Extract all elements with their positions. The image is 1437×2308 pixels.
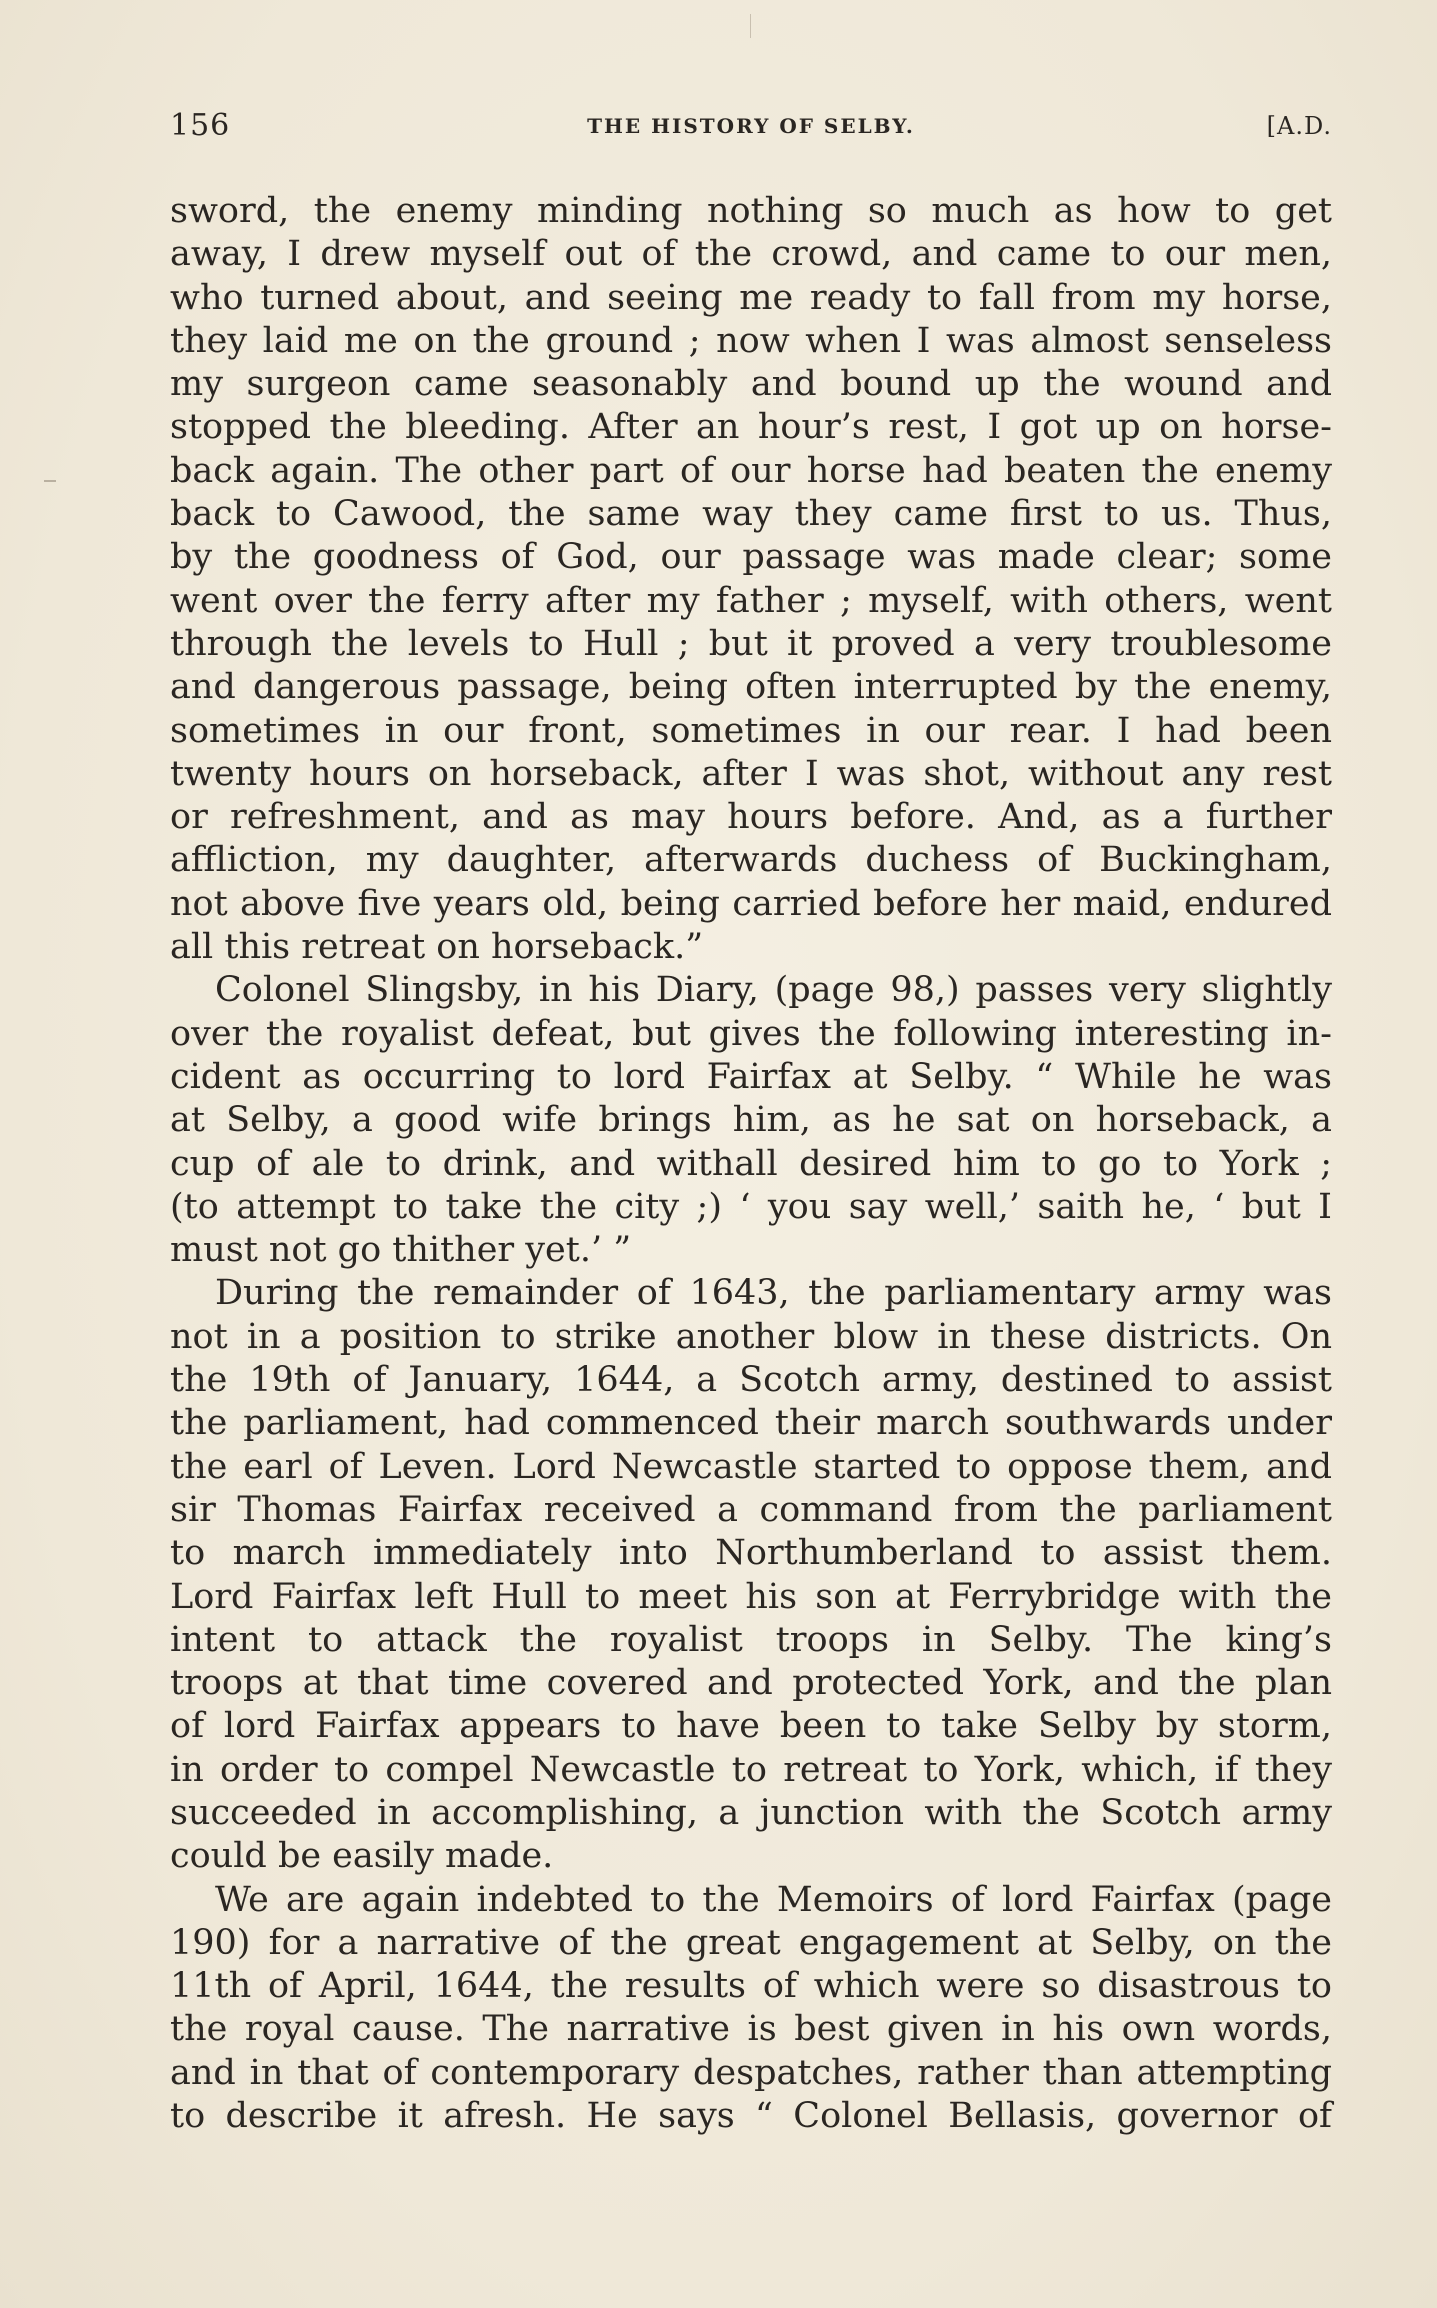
- text-line: of lord Fairfax appears to have been to take Selby by storm,: [170, 1706, 1332, 1747]
- text-line: not above five years old, being carried before her maid, endured: [170, 883, 1332, 924]
- text-line: back again. The other part of our horse had beaten the enemy: [170, 450, 1332, 491]
- text-line: who turned about, and seeing me ready to fall from my horse,: [170, 277, 1332, 318]
- running-title: THE HISTORY OF SELBY.: [587, 114, 915, 138]
- text-line: in order to compel Newcastle to retreat to York, which, if they: [170, 1749, 1332, 1790]
- text-line: intent to attack the royalist troops in Selby. The king’s: [170, 1619, 1332, 1660]
- text-line: succeeded in accomplishing, a junction with the Scotch army: [170, 1792, 1332, 1833]
- text-line: my surgeon came seasonably and bound up the wound and: [170, 364, 1332, 405]
- text-line: or refreshment, and as may hours before. And, as a further: [170, 797, 1332, 838]
- text-line: twenty hours on horseback, after I was shot, without any rest: [170, 753, 1332, 794]
- paragraph-end-line: all this retreat on horseback.”: [170, 927, 704, 968]
- text-line: cident as occurring to lord Fairfax at Selby. “ While he was: [170, 1056, 1332, 1097]
- text-line: cup of ale to drink, and withall desired him to go to York ;: [170, 1143, 1332, 1184]
- text-line: to describe it afresh. He says “ Colonel Bellasis, governor of: [170, 2096, 1332, 2137]
- text-line: away, I drew myself out of the crowd, and came to our men,: [170, 234, 1332, 275]
- paragraph-end-line: must not go thither yet.’ ”: [170, 1230, 632, 1271]
- paragraph-start-line: During the remainder of 1643, the parliamentary army was: [215, 1273, 1332, 1314]
- page-number: 156: [170, 108, 231, 143]
- text-line: stopped the bleeding. After an hour’s rest, I got up on horse-: [170, 407, 1332, 448]
- text-line: Lord Fairfax left Hull to meet his son at Ferrybridge with the: [170, 1576, 1332, 1617]
- text-line: the royal cause. The narrative is best given in his own words,: [170, 2009, 1332, 2050]
- text-line: 11th of April, 1644, the results of which were so disastrous to: [170, 1966, 1332, 2007]
- text-line: the 19th of January, 1644, a Scotch army, destined to assist: [170, 1360, 1332, 1401]
- text-line: by the goodness of God, our passage was made clear; some: [170, 537, 1332, 578]
- text-line: they laid me on the ground ; now when I was almost senseless: [170, 320, 1332, 361]
- printing-mark: [750, 14, 751, 38]
- body-text: [170, 190, 1332, 2138]
- text-line: sword, the enemy minding nothing so much as how to get: [170, 191, 1332, 231]
- text-line: the earl of Leven. Lord Newcastle started to oppose them, and: [170, 1446, 1332, 1487]
- margin-mark: [44, 480, 56, 482]
- paragraph-end-line: could be easily made.: [170, 1836, 554, 1877]
- text-line: troops at that time covered and protected York, and the plan: [170, 1663, 1332, 1704]
- text-line: (to attempt to take the city ;) ‘ you say well,’ saith he, ‘ but I: [170, 1186, 1332, 1227]
- text-line: to march immediately into Northumberland to assist them.: [170, 1533, 1332, 1574]
- text-line: affliction, my daughter, afterwards duchess of Buckingham,: [170, 840, 1332, 881]
- text-line: 190) for a narrative of the great engagement at Selby, on the: [170, 1922, 1332, 1963]
- paragraph-start-line: We are again indebted to the Memoirs of lord Fairfax (page: [215, 1879, 1332, 1920]
- text-line: not in a position to strike another blow in these districts. On: [170, 1316, 1332, 1357]
- text-line: over the royalist defeat, but gives the following interesting in-: [170, 1013, 1332, 1054]
- text-line: went over the ferry after my father ; myself, with others, went: [170, 580, 1332, 621]
- text-line: the parliament, had commenced their march southwards under: [170, 1403, 1332, 1444]
- paragraph-start-line: Colonel Slingsby, in his Diary, (page 98,) passes very slightly: [215, 970, 1332, 1011]
- page-header: [170, 108, 1332, 148]
- text-line: back to Cawood, the same way they came first to us. Thus,: [170, 494, 1332, 535]
- text-line: sir Thomas Fairfax received a command from the parliament: [170, 1489, 1332, 1530]
- text-line: and in that of contemporary despatches, rather than attempting: [170, 2052, 1332, 2093]
- text-line: through the levels to Hull ; but it proved a very troublesome: [170, 623, 1332, 664]
- text-line: and dangerous passage, being often interrupted by the enemy,: [170, 667, 1332, 708]
- running-date: [A.D.: [1266, 112, 1332, 140]
- text-line: sometimes in our front, sometimes in our rear. I had been: [170, 710, 1332, 751]
- text-line: at Selby, a good wife brings him, as he sat on horseback, a: [170, 1100, 1332, 1141]
